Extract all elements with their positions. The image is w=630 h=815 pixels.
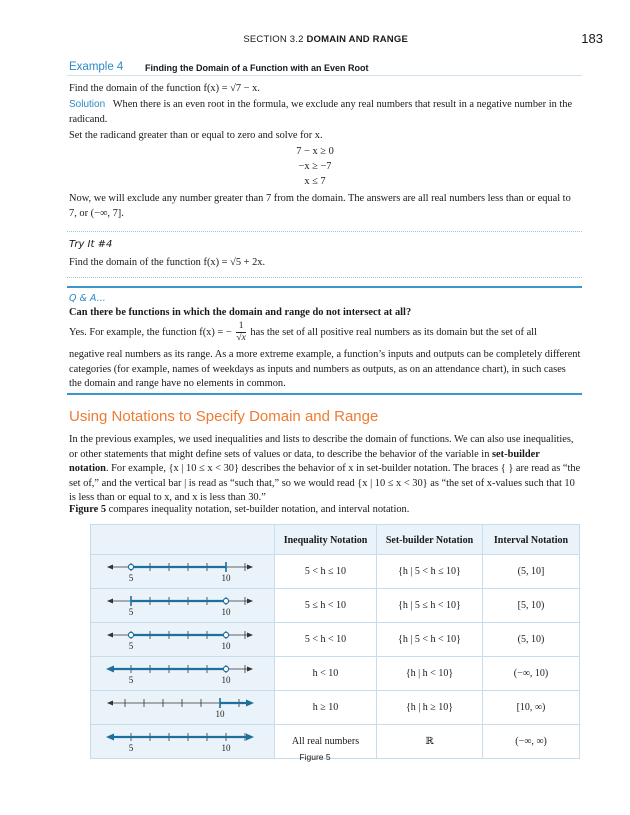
qa-answer-cont: has the set of all positive real numbers as its domain but the set of all [250,327,537,338]
solution-label: Solution [69,99,106,110]
interval-cell: [10, ∞) [483,691,580,725]
open-endpoint [128,564,133,569]
figure-ref-bold: Figure 5 [69,504,107,515]
fraction-numerator: 1 [236,321,245,333]
divider [67,277,582,278]
table-row [91,691,580,725]
inequality-cell: All real numbers [275,725,377,759]
tick-label: 5 [128,641,134,651]
right-arrow [247,565,253,570]
number-line-open-open [91,623,274,653]
table-header-row [91,525,580,555]
example-title-bar [67,62,582,76]
tick-label: 10 [221,573,231,583]
setbuilder-cell: {h | h ≥ 10} [377,691,483,725]
number-line-cell [91,691,275,725]
interval-cell: [5, 10) [483,589,580,623]
setbuilder-cell: {h | 5 ≤ h < 10} [377,589,483,623]
table-row [91,589,580,623]
step-text: Set the radicand greater than or equal to zero and solve for x. [69,130,323,141]
tick-label: 10 [221,675,231,685]
right-ray-arrow [246,734,254,741]
setbuilder-cell: {h | 5 < h ≤ 10} [377,555,483,589]
section-number: SECTION 3.2 [243,34,304,45]
tick-label: 5 [128,675,134,685]
solution-paragraph [69,98,581,127]
try-it-text: Find the domain of the function f(x) = √5 + 2x. [69,257,266,268]
page-header [0,30,630,50]
header-interval: Interval Notation [483,525,580,555]
para-part-a: In the previous examples, we used inequalities and lists to describe the domain of functions. We can also use inequalities, or other statements that might define sets of values or data, to describe the behavior of the variable in [69,434,574,460]
number-line-cell [91,589,275,623]
qa-answer-start: Yes. For example, the function f(x) = − [69,327,232,338]
left-arrow [107,599,113,604]
right-ray-arrow [246,700,254,707]
tick-label: 10 [221,607,231,617]
example-label: Example 4 [69,61,124,73]
number-line-closed-open [91,589,274,619]
page-number: 183 [581,31,603,46]
header-setbuilder: Set-builder Notation [377,525,483,555]
equation-1: 7 − x ≥ 0 [296,146,334,157]
setbuilder-cell: ℝ [377,725,483,759]
setbuilder-cell: {h | h < 10} [377,657,483,691]
notation-table [90,524,580,759]
qa-label: Q & A... [69,293,106,304]
left-ray-arrow [106,734,114,741]
equation-3: x ≤ 7 [304,176,326,187]
interval-cell: (−∞, ∞) [483,725,580,759]
header-inequality: Inequality Notation [275,525,377,555]
number-line-cell [91,657,275,691]
right-arrow [247,633,253,638]
number-line-cell [91,623,275,657]
try-it-label: Try It #4 [69,239,113,250]
table-row [91,623,580,657]
tick-label: 10 [221,743,231,753]
figure-reference [69,503,581,518]
qa-question: Can there be functions in which the domain and range do not intersect at all? [69,307,412,318]
example-prompt: Find the domain of the function f(x) = √7 − x. [69,83,260,94]
inequality-cell: 5 ≤ h < 10 [275,589,377,623]
fraction-denominator: √x [236,333,246,343]
equation-2: −x ≥ −7 [298,161,332,172]
inequality-cell: 5 < h < 10 [275,623,377,657]
divider [67,231,582,232]
inequality-cell: h < 10 [275,657,377,691]
section-paragraph [69,433,581,506]
figure-caption: Figure 5 [299,752,331,762]
example-conclusion: Now, we will exclude any number greater than 7 from the domain. The answers are all real numbers less than or equal to 7, or (−∞, 7]. [69,193,571,219]
inequality-cell: 5 < h ≤ 10 [275,555,377,589]
qa-bottom-rule [67,393,582,395]
number-line-left-ray [91,657,274,687]
tick-label: 5 [128,743,134,753]
open-endpoint [223,598,228,603]
left-arrow [107,633,113,638]
tick-label: 10 [221,641,231,651]
tick-label: 10 [215,709,225,719]
open-endpoint [223,632,228,637]
fraction [236,321,245,344]
table-row [91,657,580,691]
left-arrow [107,565,113,570]
number-line-all-reals [91,725,274,755]
setbuilder-cell: {h | 5 < h < 10} [377,623,483,657]
open-endpoint [128,632,133,637]
interval-cell: (5, 10) [483,623,580,657]
open-endpoint [223,666,228,671]
header-blank [91,525,275,555]
number-line-right-ray [91,691,274,721]
tick-label: 5 [128,573,134,583]
qa-top-rule [67,286,582,288]
tick-label: 5 [128,607,134,617]
para-bold-term: set-builder notation [69,448,540,474]
qa-answer-line1 [69,321,581,351]
qa-answer-rest: negative real numbers as its range. As a more extreme example, a function’s inputs and outputs can be completely different categories (for example, names of weekdays as inputs and numbers as outputs, as on an attendance chart), in such cases the domain and range have no elements in common. [69,349,581,389]
inequality-cell: h ≥ 10 [275,691,377,725]
solution-text: When there is an even root in the formula, we exclude any real numbers that result in a negative number in the radicand. [69,99,573,125]
left-ray-arrow [106,666,114,673]
left-arrow [107,701,113,706]
right-arrow [247,667,253,672]
para-part-b: . For example, {x | 10 ≤ x < 30} describes the behavior of x in set-builder notation. The braces { } are read as “the set of,” and the vertical bar | is read as “such that,” so we would read {x | 10 ≤ x < 30} as “the set of x-values such that 10 is less than or equal to x, and x is less than 30.” [69,463,581,503]
number-line-cell [91,555,275,589]
running-head [243,34,408,45]
table-row [91,555,580,589]
example-heading: Finding the Domain of a Function with an Even Root [145,63,369,73]
section-heading: Using Notations to Specify Domain and Range [69,408,379,425]
figure-ref-text: compares inequality notation, set-builder notation, and interval notation. [106,504,410,515]
number-line-open-closed [91,555,274,585]
section-title: DOMAIN AND RANGE [306,34,408,45]
interval-cell: (5, 10] [483,555,580,589]
right-arrow [247,599,253,604]
interval-cell: (−∞, 10) [483,657,580,691]
